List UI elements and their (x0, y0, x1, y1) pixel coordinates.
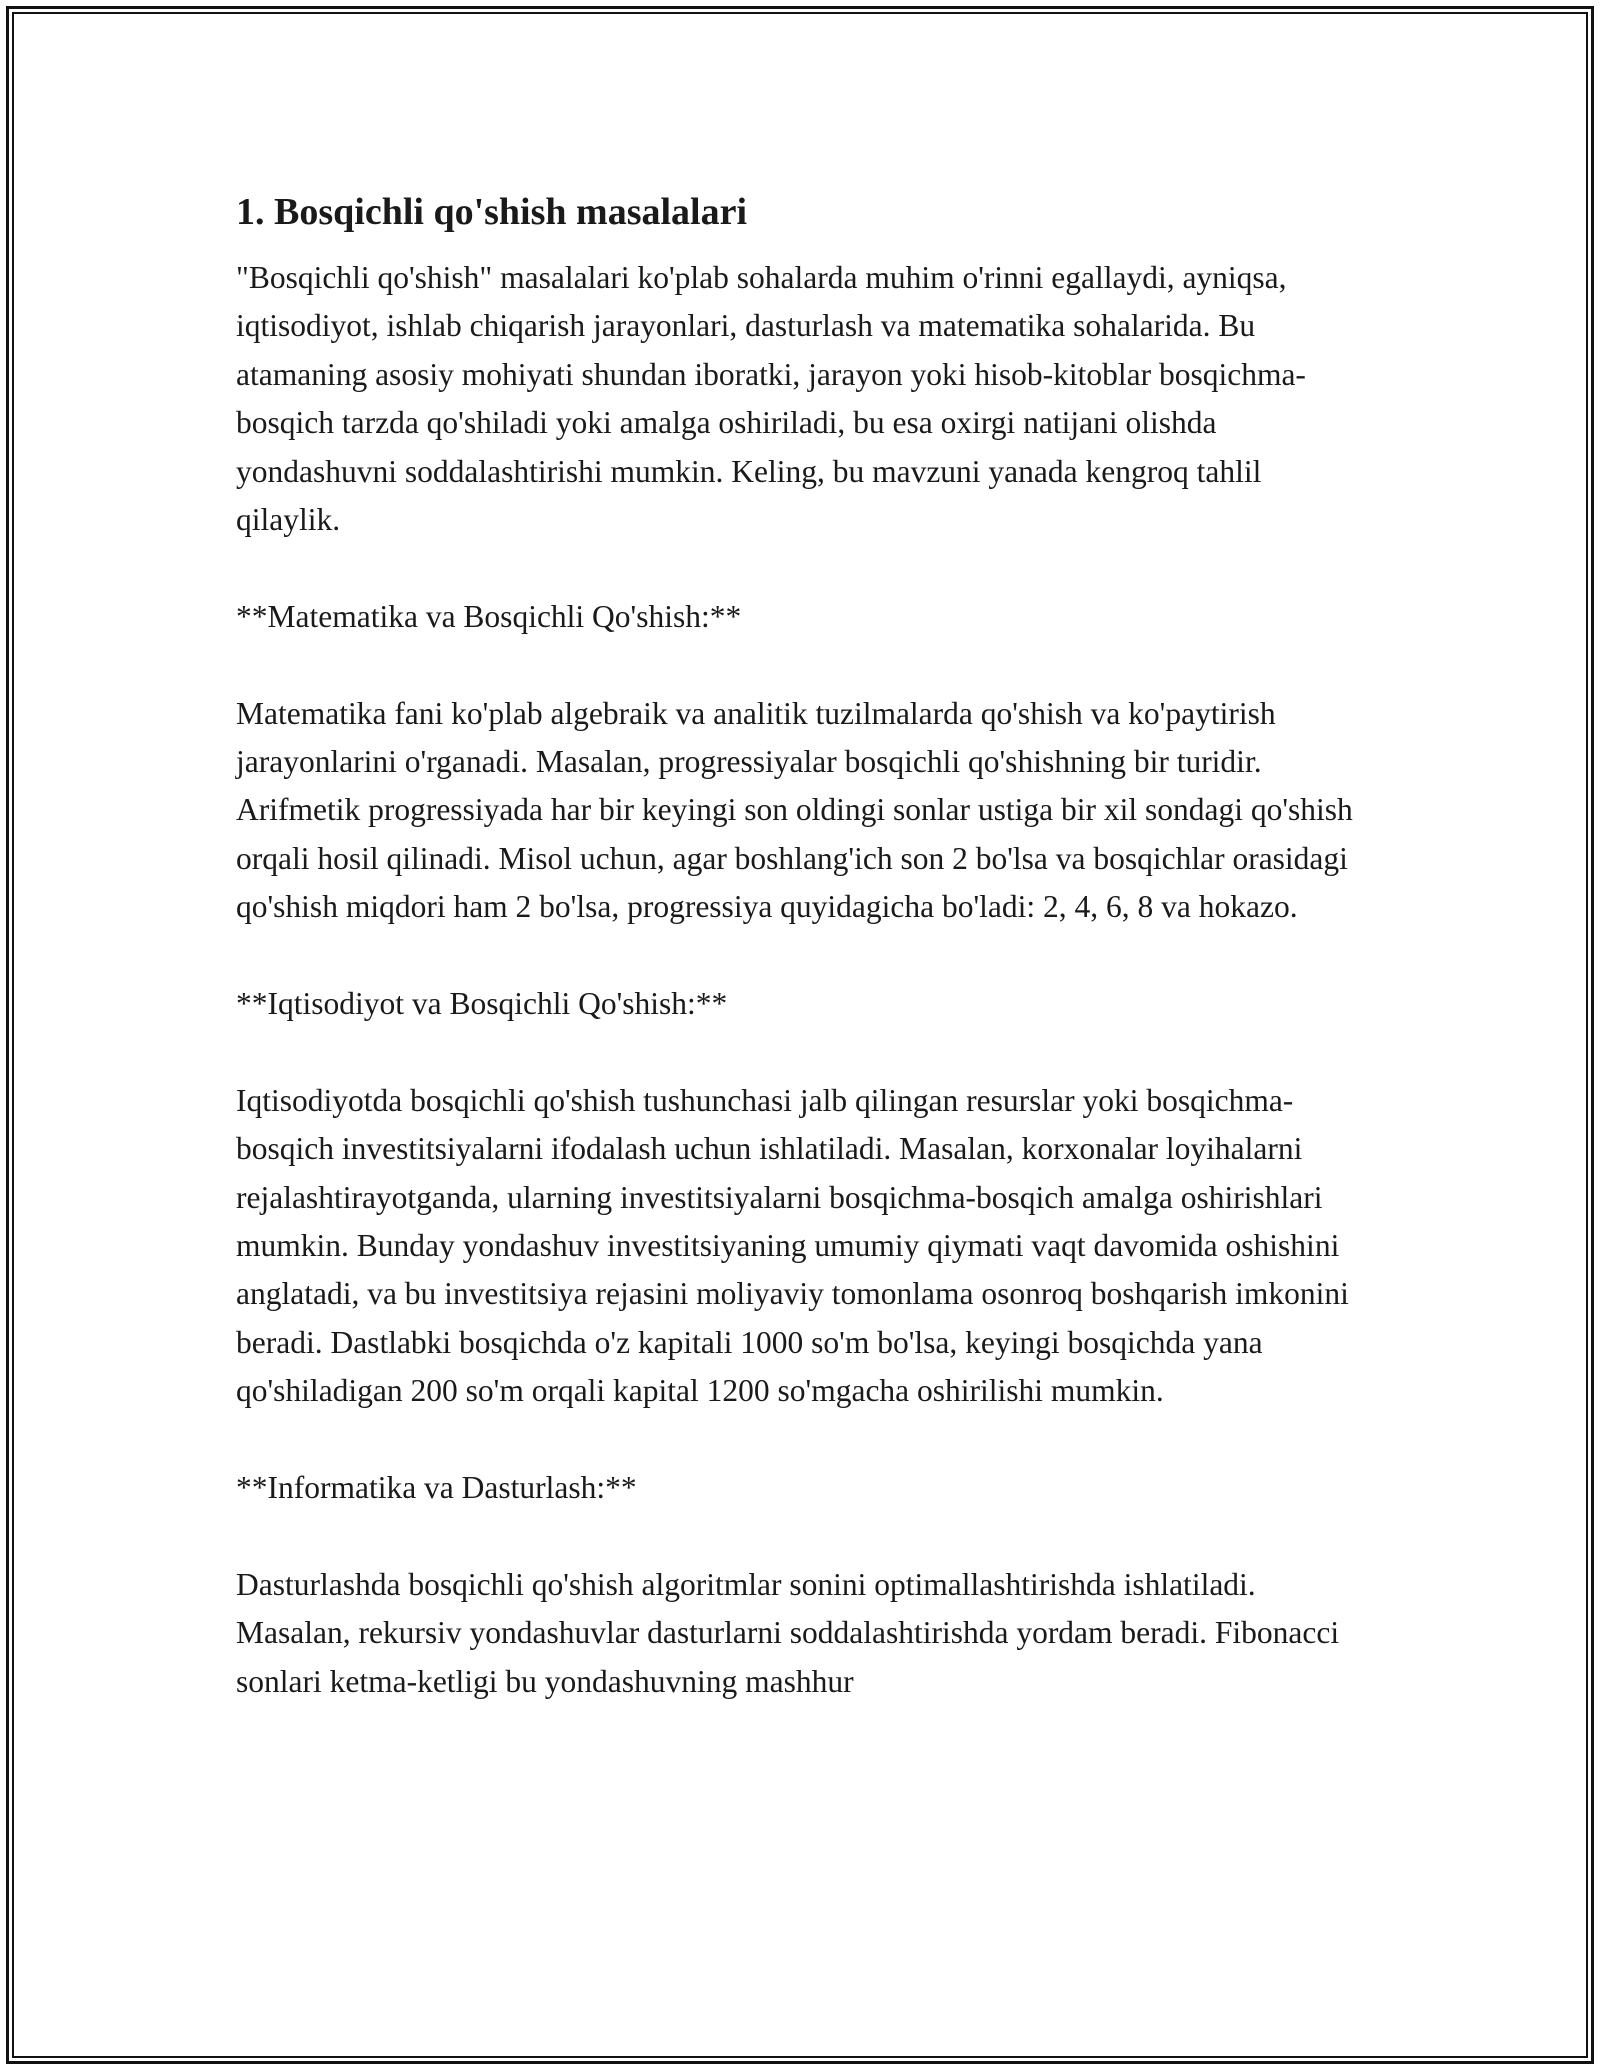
mathematics-paragraph: Matematika fani ko'plab algebraik va analitik tuzilmalarda qo'shish va ko'paytirish jarayonlarini o'rganadi. Masalan, progressiyalar bosqichli qo'shishning bir turidir. Arifmetik progressiyada har bir keyingi son oldingi sonlar ustiga bir xil sondagi qo'shish orqali hosil qilinadi. Misol uchun, agar boshlang'ich son 2 bo'lsa va bosqichlar orasidagi qo'shish miqdori ham 2 bo'lsa, progressiya quyidagicha bo'ladi: 2, 4, 6, 8 va hokazo. (236, 695, 1353, 925)
subheading-mathematics: **Matematika va Bosqichli Qo'shish:** (236, 598, 742, 634)
economics-paragraph: Iqtisodiyotda bosqichli qo'shish tushunchasi jalb qilingan resurslar yoki bosqichma-bosqich investitsiyalarni ifodalash uchun ishlatiladi. Masalan, korxonalar loyihalarni rejalashtirayotganda, ularning investitsiyalarni bosqichma-bosqich amalga oshirishlari mumkin. Bunday yondashuv investitsiyaning umumiy qiymati vaqt davomida oshishini anglatadi, va bu investitsiya rejasini moliyaviy tomonlama osonroq boshqarish imkonini beradi. Dastlabki bosqichda o'z kapitali 1000 so'm bo'lsa, keyingi bosqichda yana qo'shiladigan 200 so'm orqali kapital 1200 so'mgacha oshirilishi mumkin. (236, 1082, 1349, 1409)
document-page (236, 186, 1366, 1754)
subheading-informatics: **Informatika va Dasturlash:** (236, 1470, 637, 1506)
subheading-economics: **Iqtisodiyot va Bosqichli Qo'shish:** (236, 986, 728, 1022)
section-title: 1. Bosqichli qo'shish masalalari (236, 191, 748, 233)
intro-paragraph: "Bosqichli qo'shish" masalalari ko'plab sohalarda muhim o'rinni egallaydi, ayniqsa, iqtisodiyot, ishlab chiqarish jarayonlari, dasturlash va matematika sohalarida. Bu atamaning asosiy mohiyati shundan iboratki, jarayon yoki hisob-kitoblar bosqichma-bosqich tarzda qo'shiladi yoki amalga oshiriladi, bu esa oxirgi natijani olishda yondashuvni soddalashtirishi mumkin. Keling, bu mavzuni yanada kengroq tahlil qilaylik. (236, 260, 1306, 538)
informatics-paragraph: Dasturlashda bosqichli qo'shish algoritmlar sonini optimallashtirishda ishlatiladi. Masalan, rekursiv yondashuvlar dasturlarni soddalashtirishda yordam beradi. Fibonacci sonlari ketma-ketligi bu yondashuvning mashhur (236, 1566, 1340, 1699)
